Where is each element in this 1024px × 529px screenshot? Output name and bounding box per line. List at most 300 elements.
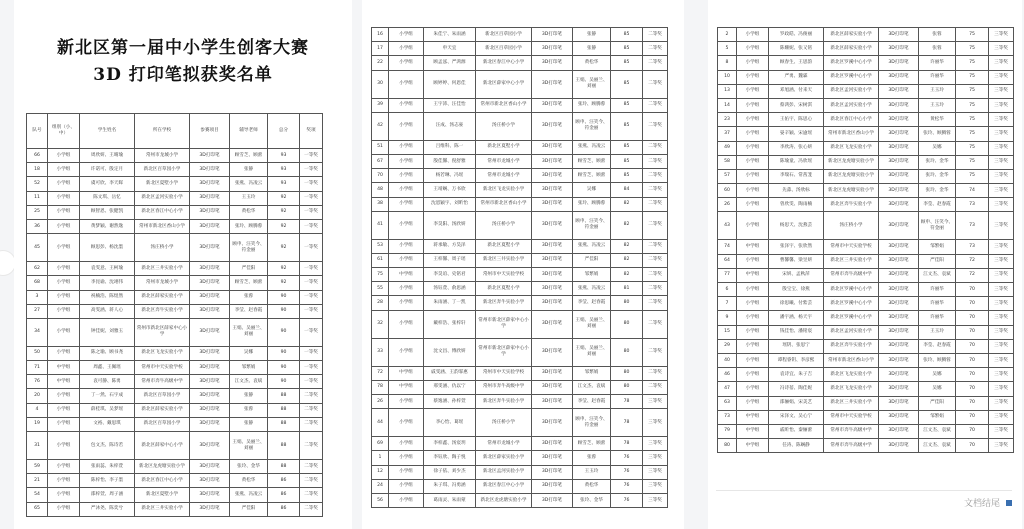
- table-row: [27, 191, 323, 205]
- cell-score: 80: [611, 366, 643, 380]
- cell-award: 二等奖: [300, 474, 323, 488]
- table-row: [372, 98, 668, 112]
- cell-team-no: 56: [372, 493, 389, 507]
- cell-group: 小学组: [48, 290, 80, 304]
- cell-teacher: 吴娜: [573, 183, 611, 197]
- cell-teacher: 严佳阳: [230, 502, 268, 516]
- cell-project: 3D打印笔: [879, 70, 919, 84]
- cell-award: 三等奖: [989, 84, 1014, 98]
- cell-team-no: 80: [718, 439, 737, 453]
- cell-group: 小学组: [48, 163, 80, 177]
- cell-teacher: 严佳阳: [919, 254, 956, 268]
- cell-student-names: 宋妍、孟秋萍: [769, 268, 824, 282]
- cell-award: 三等奖: [989, 56, 1014, 70]
- cell-teacher: 王娟、吴丽兰、刘丽: [573, 338, 611, 366]
- cell-teacher: 严佳阳: [573, 253, 611, 267]
- cell-group: 小学组: [389, 183, 424, 197]
- table-row: [372, 380, 668, 394]
- cell-group: 小学组: [737, 297, 769, 311]
- cell-team-no: 77: [718, 268, 737, 282]
- cell-school: 常州市新北区薛家中心小学: [135, 318, 190, 346]
- table-row: [718, 368, 1014, 382]
- cell-group: 小学组: [737, 339, 769, 353]
- cell-project: 3D打印笔: [190, 488, 230, 502]
- cell-score: 76: [611, 451, 643, 465]
- cell-school: 新北区夏墅小学: [476, 140, 532, 154]
- table-row: [372, 169, 668, 183]
- cell-project: 3D打印笔: [879, 424, 919, 438]
- cell-group: 小学组: [48, 460, 80, 474]
- cell-school: 新北区百草园小学: [135, 163, 190, 177]
- table-row: [372, 70, 668, 98]
- header-score: 总分: [268, 114, 300, 149]
- cell-score: 93: [268, 163, 300, 177]
- cell-school: 新北区薛家中心小学: [476, 70, 532, 98]
- cell-award: 二等奖: [643, 296, 668, 310]
- table-row: [718, 353, 1014, 367]
- cell-project: 3D打印笔: [190, 290, 230, 304]
- cell-school: 新北区薛家实验小学: [824, 28, 879, 42]
- cell-award: 三等奖: [989, 283, 1014, 297]
- header-teacher: 辅导老师: [230, 114, 268, 149]
- cell-school: 常州市龙城小学: [135, 149, 190, 163]
- cell-award: 二等奖: [643, 268, 668, 282]
- cell-team-no: 46: [718, 368, 737, 382]
- cell-score: 76: [611, 479, 643, 493]
- cell-project: 3D打印笔: [190, 177, 230, 191]
- cell-group: 小学组: [389, 409, 424, 437]
- cell-school: 常州市中天实验学校: [476, 268, 532, 282]
- cell-student-names: 文裕、戴思琪: [80, 417, 135, 431]
- cell-team-no: 15: [718, 325, 737, 339]
- cell-score: 90: [268, 304, 300, 318]
- table-row: [372, 338, 668, 366]
- cell-school: 新北区罗溪中心小学: [824, 56, 879, 70]
- table-row: [372, 197, 668, 211]
- cell-student-names: 严勇、魏霖: [769, 70, 824, 84]
- cell-team-no: 78: [372, 380, 389, 394]
- cell-team-no: 3: [27, 290, 48, 304]
- cell-teacher: 王玉玲: [919, 325, 956, 339]
- cell-teacher: 吴娜: [919, 382, 956, 396]
- cell-student-names: 包文杰、陈诗若: [80, 432, 135, 460]
- cell-score: 70: [956, 382, 989, 396]
- cell-project: 3D打印笔: [879, 368, 919, 382]
- cell-student-names: 袁诗宜、朱子吉: [769, 368, 824, 382]
- cell-team-no: 64: [718, 254, 737, 268]
- cell-team-no: 79: [718, 424, 737, 438]
- cell-award: 二等奖: [643, 310, 668, 338]
- cell-award: 二等奖: [300, 502, 323, 516]
- header-team-no: 队号: [27, 114, 48, 149]
- cell-school: 新北区龙虎塘实验小学: [824, 184, 879, 198]
- table-row: [718, 155, 1014, 169]
- cell-school: 新北区三井实验小学: [135, 502, 190, 516]
- cell-teacher: 江文杰、袁斌: [919, 439, 956, 453]
- cell-school: 新北区孟河实验小学: [824, 84, 879, 98]
- cell-score: 70: [956, 353, 989, 367]
- cell-team-no: 31: [27, 432, 48, 460]
- cell-award: 二等奖: [643, 154, 668, 168]
- cell-team-no: 53: [372, 239, 389, 253]
- cell-score: 80: [611, 380, 643, 394]
- cell-team-no: 19: [27, 417, 48, 431]
- cell-student-names: 陈瑜童、冯欣瑶: [769, 155, 824, 169]
- cell-student-names: 晏辛颖、宋逾瑶: [769, 127, 824, 141]
- table-row: [718, 382, 1014, 396]
- cell-project: 3D打印笔: [879, 339, 919, 353]
- cell-score: 70: [956, 368, 989, 382]
- cell-score: 70: [956, 325, 989, 339]
- cell-project: 3D打印笔: [879, 84, 919, 98]
- cell-award: 三等奖: [643, 465, 668, 479]
- cell-teacher: 黄松华: [230, 474, 268, 488]
- cell-project: 3D打印笔: [190, 163, 230, 177]
- cell-award: 二等奖: [300, 417, 323, 431]
- cell-school: 汤庄桥小学: [476, 112, 532, 140]
- cell-award: 三等奖: [989, 155, 1014, 169]
- table-row: [372, 154, 668, 168]
- cell-award: 三等奖: [989, 297, 1014, 311]
- cell-award: 二等奖: [643, 98, 668, 112]
- table-row: [27, 304, 323, 318]
- cell-school: 新北区罗溪中心小学: [824, 297, 879, 311]
- cell-student-names: 申天宜: [424, 42, 476, 56]
- cell-group: 小学组: [737, 113, 769, 127]
- cell-school: 新北区百草园小学: [476, 28, 532, 42]
- table-row: [27, 163, 323, 177]
- cell-school: 汤庄桥小学: [476, 211, 532, 239]
- cell-school: 常州市新北区香山小学: [476, 197, 532, 211]
- cell-student-names: 冯诗蓓、陶佳妮: [769, 382, 824, 396]
- cell-score: 90: [268, 346, 300, 360]
- cell-team-no: 73: [718, 410, 737, 424]
- cell-student-names: 邵梓萱、周子涵: [80, 488, 135, 502]
- cell-score: 73: [956, 212, 989, 240]
- cell-award: 三等奖: [643, 409, 668, 437]
- cell-project: 3D打印笔: [879, 155, 919, 169]
- cell-team-no: 43: [718, 212, 737, 240]
- cell-team-no: 27: [27, 304, 48, 318]
- cell-teacher: 邹繁娟: [573, 268, 611, 282]
- cell-score: 70: [956, 410, 989, 424]
- cell-teacher: 顾雪芝、顾蕾: [230, 276, 268, 290]
- document-end-label: 文档结尾: [964, 499, 1001, 509]
- cell-student-names: 李昊谊、史铭君: [424, 268, 476, 282]
- cell-project: 3D打印笔: [879, 28, 919, 42]
- cell-award: 三等奖: [989, 311, 1014, 325]
- cell-award: 一等奖: [300, 205, 323, 219]
- cell-team-no: 52: [27, 177, 48, 191]
- table-row: [718, 198, 1014, 212]
- cell-award: 二等奖: [300, 403, 323, 417]
- cell-school: 常州市新北区香山小学: [824, 127, 879, 141]
- cell-award: 二等奖: [643, 28, 668, 42]
- cell-teacher: 王玉玲: [919, 84, 956, 98]
- cell-award: 二等奖: [643, 253, 668, 267]
- cell-group: 小学组: [737, 325, 769, 339]
- table-row: [27, 205, 323, 219]
- cell-score: 70: [956, 424, 989, 438]
- cell-group: 小学组: [737, 396, 769, 410]
- cell-project: 3D打印笔: [532, 380, 573, 394]
- cell-school: 新北区罗溪中心小学: [824, 70, 879, 84]
- cell-award: 一等奖: [300, 149, 323, 163]
- cell-teacher: 顾雪芝、顾蕾: [573, 437, 611, 451]
- cell-group: 小学组: [737, 70, 769, 84]
- cell-team-no: 54: [27, 488, 48, 502]
- cell-group: 小学组: [737, 56, 769, 70]
- cell-student-names: 李欣涛、张心妍: [769, 141, 824, 155]
- cell-student-names: 王佑宇、陈思心: [769, 113, 824, 127]
- cell-project: 3D打印笔: [879, 212, 919, 240]
- cell-student-names: 沈文昌、傅欣妍: [424, 338, 476, 366]
- cell-teacher: 江文杰、袁斌: [573, 380, 611, 394]
- cell-score: 72: [956, 254, 989, 268]
- cell-score: 70: [956, 439, 989, 453]
- cell-team-no: 11: [27, 191, 48, 205]
- cell-team-no: 21: [27, 474, 48, 488]
- cell-student-names: 吕维科、陈一: [424, 140, 476, 154]
- table-row: [27, 219, 323, 233]
- cell-score: 92: [268, 234, 300, 262]
- cell-team-no: 24: [372, 479, 389, 493]
- cell-group: 小学组: [48, 205, 80, 219]
- cell-team-no: 49: [718, 141, 737, 155]
- end-divider: [716, 490, 1012, 491]
- cell-score: 76: [611, 465, 643, 479]
- cell-group: 中学组: [389, 268, 424, 282]
- cell-student-names: 戚昕怡、秦俪蕾: [769, 424, 824, 438]
- table-row: [718, 283, 1014, 297]
- cell-teacher: 严佳阳: [230, 262, 268, 276]
- cell-teacher: 顾申、汪笑今、符金丽: [573, 409, 611, 437]
- cell-award: 三等奖: [643, 395, 668, 409]
- cell-group: 小学组: [48, 234, 80, 262]
- cell-student-names: 蒋承敏、方昊泽: [424, 239, 476, 253]
- cell-student-names: 杨思天、沈燕芸: [769, 212, 824, 240]
- cell-teacher: 许丽华: [919, 70, 956, 84]
- cell-score: 85: [611, 140, 643, 154]
- table-row: [718, 56, 1014, 70]
- cell-school: 新北区奔牛实验小学: [824, 198, 879, 212]
- cell-project: 3D打印笔: [879, 325, 919, 339]
- cell-school: 新北区罗溪中心小学: [824, 311, 879, 325]
- cell-teacher: 张玲、顾腾蓉: [919, 353, 956, 367]
- cell-group: 小学组: [48, 219, 80, 233]
- table-row: [27, 417, 323, 431]
- cell-teacher: 李莹、赵春霞: [919, 198, 956, 212]
- cell-score: 75: [956, 70, 989, 84]
- cell-school: 新北区春江中心小学: [476, 56, 532, 70]
- cell-teacher: 邹繁娟: [573, 366, 611, 380]
- table-row: [718, 42, 1014, 56]
- cell-student-names: 周鑫、王佩瑶: [80, 361, 135, 375]
- cell-project: 3D打印笔: [879, 141, 919, 155]
- cell-award: 三等奖: [989, 439, 1014, 453]
- cell-student-names: 邓旭涵、付来天: [769, 84, 824, 98]
- table-row: [718, 268, 1014, 282]
- cell-award: 二等奖: [643, 282, 668, 296]
- cell-group: 小学组: [389, 338, 424, 366]
- cell-group: 小学组: [48, 432, 80, 460]
- cell-student-names: 潘宇涵、杨天宇: [769, 311, 824, 325]
- cell-teacher: 王娟、吴丽兰、刘丽: [573, 310, 611, 338]
- cell-team-no: 18: [27, 163, 48, 177]
- cell-school: 新北区春江中心小学: [824, 113, 879, 127]
- cell-school: 新北区龙虎塘实验小学: [135, 460, 190, 474]
- table-row: [718, 396, 1014, 410]
- cell-school: 常州市中天实验学校: [824, 410, 879, 424]
- table-row: [27, 234, 323, 262]
- cell-award: 一等奖: [300, 304, 323, 318]
- cell-group: 小学组: [389, 197, 424, 211]
- cell-project: 3D打印笔: [532, 28, 573, 42]
- cell-teacher: 李莹、赵春霞: [919, 339, 956, 353]
- cell-score: 84: [611, 183, 643, 197]
- cell-school: 新北区孟河实验小学: [824, 325, 879, 339]
- cell-student-names: 瑶钥、张思宁: [769, 339, 824, 353]
- cell-score: 75: [956, 56, 989, 70]
- cell-student-names: 王宇沛、汪佳怡: [424, 98, 476, 112]
- cell-project: 3D打印笔: [190, 361, 230, 375]
- cell-student-names: 钱佳怡、潘铭宸: [769, 325, 824, 339]
- cell-student-names: 邢雯涵、仇以宁: [424, 380, 476, 394]
- cell-group: 小学组: [48, 318, 80, 346]
- cell-school: 新北区夏墅小学: [135, 177, 190, 191]
- document-page-2: [362, 0, 684, 529]
- table-row: [372, 296, 668, 310]
- cell-project: 3D打印笔: [879, 169, 919, 183]
- cell-student-names: 罗政皓、冯俊丽: [769, 28, 824, 42]
- cell-project: 3D打印笔: [879, 268, 919, 282]
- cell-score: 78: [611, 395, 643, 409]
- table-row: [27, 177, 323, 191]
- cell-score: 70: [956, 283, 989, 297]
- cell-teacher: 张玲、金华: [230, 460, 268, 474]
- table-row: [718, 28, 1014, 42]
- cell-award: 二等奖: [643, 42, 668, 56]
- cell-award: 一等奖: [300, 234, 323, 262]
- cell-student-names: 徐思曦、付紫芸: [769, 297, 824, 311]
- end-square-icon: [1006, 500, 1012, 506]
- cell-team-no: 67: [372, 154, 389, 168]
- cell-score: 80: [611, 310, 643, 338]
- cell-group: 小学组: [737, 198, 769, 212]
- cell-team-no: 69: [372, 437, 389, 451]
- cell-project: 3D打印笔: [190, 502, 230, 516]
- cell-teacher: 张玲、顾腾蓉: [573, 98, 611, 112]
- cell-student-names: 周欣妍、王晴瑜: [80, 149, 135, 163]
- cell-teacher: 张玲、金华: [919, 184, 956, 198]
- cell-team-no: 29: [718, 339, 737, 353]
- cell-teacher: 张静: [230, 417, 268, 431]
- cell-school: 常州市奔牛高级中学: [824, 424, 879, 438]
- cell-team-no: 68: [27, 276, 48, 290]
- table-row: [372, 183, 668, 197]
- table-row: [372, 140, 668, 154]
- cell-teacher: 王玉玲: [230, 191, 268, 205]
- cell-group: 小学组: [48, 417, 80, 431]
- cell-project: 3D打印笔: [190, 191, 230, 205]
- cell-award: 三等奖: [989, 382, 1014, 396]
- cell-teacher: 张玲、金华: [919, 155, 956, 169]
- cell-score: 82: [611, 211, 643, 239]
- cell-student-names: 朱雨涵、丁一凯: [424, 296, 476, 310]
- table-row: [718, 98, 1014, 112]
- cell-school: 常州市奔牛高级中学: [824, 268, 879, 282]
- cell-school: 常州市新北区薛家中心小学: [476, 338, 532, 366]
- cell-student-names: 钟佳妮、刘雅玉: [80, 318, 135, 346]
- table-row: [27, 276, 323, 290]
- cell-score: 76: [611, 493, 643, 507]
- cell-school: 新北区三井实验小学: [824, 396, 879, 410]
- cell-group: 小学组: [737, 184, 769, 198]
- cell-project: 3D打印笔: [532, 493, 573, 507]
- cell-teacher: 王玉玲: [919, 98, 956, 112]
- cell-score: 90: [268, 318, 300, 346]
- cell-award: 三等奖: [989, 268, 1014, 282]
- cell-award: 三等奖: [643, 479, 668, 493]
- cell-award: 二等奖: [643, 70, 668, 98]
- cell-teacher: 张燕、冯凌云: [230, 177, 268, 191]
- cell-group: 中学组: [737, 439, 769, 453]
- cell-project: 3D打印笔: [879, 311, 919, 325]
- cell-school: 新北区奔牛实验小学: [135, 304, 190, 318]
- cell-score: 70: [956, 339, 989, 353]
- table-row: [718, 113, 1014, 127]
- cell-team-no: 36: [27, 219, 48, 233]
- cell-student-names: 汪成、汤志豪: [424, 112, 476, 140]
- cell-score: 93: [268, 149, 300, 163]
- cell-score: 92: [268, 262, 300, 276]
- cell-award: 一等奖: [300, 219, 323, 233]
- table-row: [27, 262, 323, 276]
- cell-school: 新北区春江中心小学: [476, 479, 532, 493]
- cell-school: 新北区龙虎塘实验小学: [824, 155, 879, 169]
- table-row: [372, 253, 668, 267]
- cell-student-names: 戴梓浩、张梓轩: [424, 310, 476, 338]
- header-school: 所在学校: [135, 114, 190, 149]
- cell-project: 3D打印笔: [532, 465, 573, 479]
- cell-student-names: 蔡鸿彭、宋树淇: [769, 98, 824, 112]
- award-table-continued: [717, 27, 1014, 453]
- cell-team-no: 59: [27, 460, 48, 474]
- document-title: 新北区第一届中小学生创客大赛: [57, 38, 309, 58]
- cell-group: 小学组: [48, 149, 80, 163]
- cell-score: 70: [956, 311, 989, 325]
- cell-student-names: 殷宝宝、徐燕: [769, 283, 824, 297]
- cell-project: 3D打印笔: [190, 262, 230, 276]
- cell-group: 小学组: [737, 84, 769, 98]
- cell-group: 小学组: [48, 389, 80, 403]
- cell-teacher: 李莹、赵春霞: [230, 304, 268, 318]
- cell-team-no: 63: [718, 396, 737, 410]
- cell-team-no: 74: [718, 240, 737, 254]
- cell-group: 小学组: [737, 283, 769, 297]
- cell-score: 75: [956, 169, 989, 183]
- cell-team-no: 12: [372, 465, 389, 479]
- cell-teacher: 张燕、冯凌云: [230, 488, 268, 502]
- cell-award: 一等奖: [300, 191, 323, 205]
- cell-project: 3D打印笔: [190, 460, 230, 474]
- cell-school: 常州市新北区香山小学: [824, 353, 879, 367]
- cell-award: 二等奖: [643, 197, 668, 211]
- cell-score: 92: [268, 219, 300, 233]
- table-row: [372, 56, 668, 70]
- cell-project: 3D打印笔: [879, 184, 919, 198]
- cell-school: 新北区薛家实验小学: [135, 403, 190, 417]
